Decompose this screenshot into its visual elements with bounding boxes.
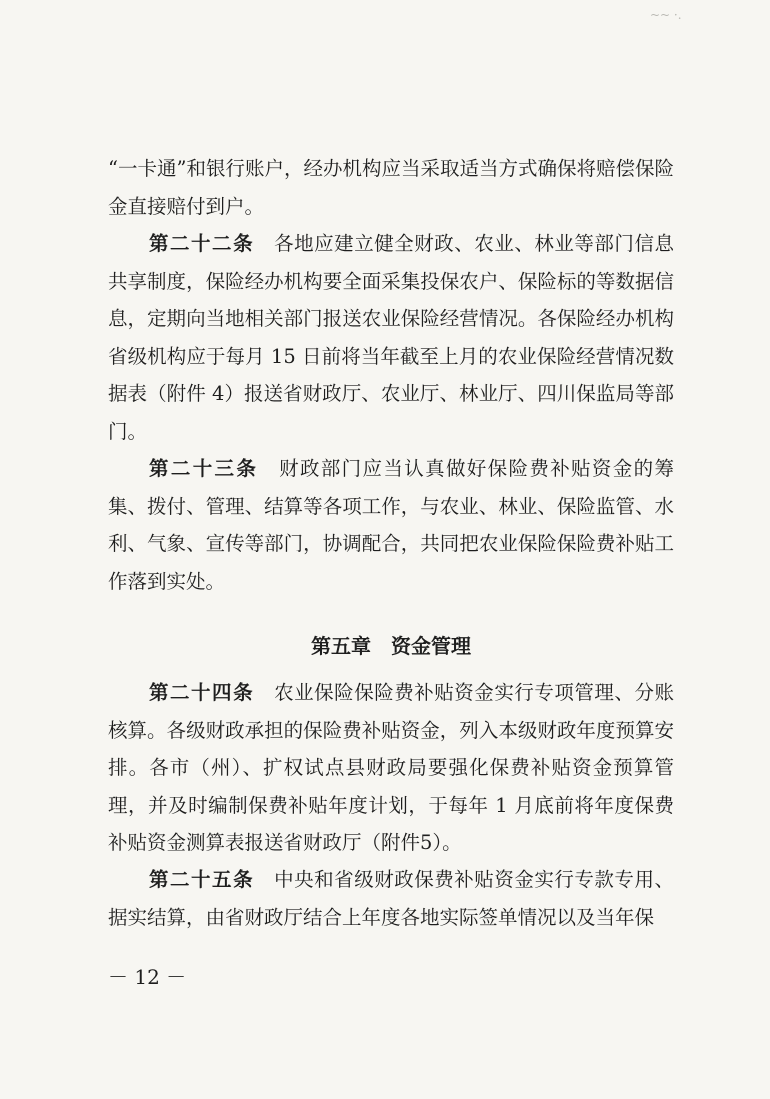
article-24-text: 农业保险保险费补贴资金实行专项管理、分账核算。各级财政承担的保险费补贴资金，列入本级财政年度预算安排。各市（州）、扩权试点县财政局要强化保费补贴资金预算管理，并及时编制保费补贴年度计划，于每年 1 月底前将年度保费补贴资金测算表报送省财政厅（附件5）。 [108,681,674,854]
article-25-number: 第二十五条 [149,868,255,891]
article-22-number: 第二十二条 [149,232,255,255]
article-25 [108,861,674,936]
chapter-heading: 第五章 资金管理 [311,634,471,658]
article-23-text: 财政部门应当认真做好保险费补贴资金的筹集、拨付、管理、结算等各项工作，与农业、林业、保险监管、水利、气象、宣传等部门，协调配合，共同把农业保险保险费补贴工作落到实处。 [108,457,674,593]
article-23-number: 第二十三条 [149,457,259,480]
article-24-number: 第二十四条 [149,681,255,704]
article-23 [108,450,674,600]
paragraph-continuation: “一卡通”和银行账户，经办机构应当采取适当方式确保将赔偿保险金直接赔付到户。 [108,157,674,218]
page-number: － 12 － [108,965,187,989]
article-25-text: 中央和省级财政保费补贴资金实行专款专用、据实结算，由省财政厅结合上年度各地实际签单情况以及当年保 [108,868,674,929]
scan-mark: ~~ ·. [650,8,682,22]
article-24 [108,674,674,862]
article-22-text: 各地应建立健全财政、农业、林业等部门信息共享制度，保险经办机构要全面采集投保农户、保险标的等数据信息，定期向当地相关部门报送农业保险经营情况。各保险经办机构省级机构应于每月 15 日前将当年截至上月的农业保险经营情况数据表（附件 4）报送省财政厅、农业厅、林业厅、四川保监局等部门。 [108,232,674,443]
article-22 [108,225,674,450]
